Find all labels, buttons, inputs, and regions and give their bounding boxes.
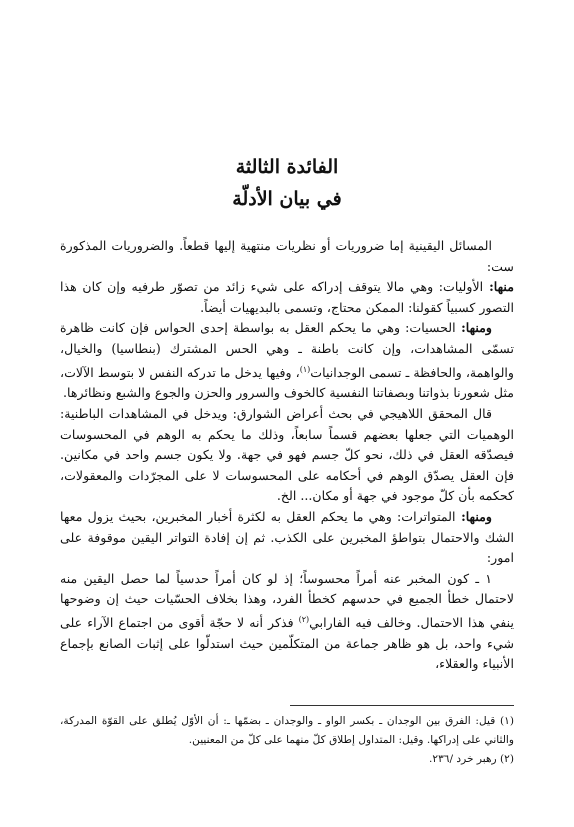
paragraph-intro: المسائل اليقينية إما ضروريات أو نظريات منتهية إليها قطعاً. والضروريات المذكورة ست:	[60, 238, 514, 274]
paragraph-mutawatirat-text: المتواترات: وهي ما يحكم العقل به لكثرة أخبار المخبرين، بحيث يزول معها الشك والاحتمال بتواطؤ المخبرين على الكذب. ثم إن إفادة التواتر اليقين موقوفة على امور:	[60, 508, 514, 566]
paragraph-hissiyat-text: الحسيات: وهي ما يحكم العقل به بواسطة إحدى الحواس فإن كانت ظاهرة تسمّى المشاهدات، وإن كانت باطنة ـ وهي الحس المشترك (بنطاسيا) والخيال، والواهمة، والحافظة ـ تسمى الوجدانيات	[60, 320, 514, 380]
label-wa-minha-2: ومنها:	[455, 508, 492, 524]
section-heading	[0, 152, 574, 214]
footnote-marker-2[interactable]: (٢)	[298, 614, 310, 624]
footnote-divider	[290, 705, 514, 706]
paragraph-condition-1-text: ١ ـ كون المخبر عنه أمراً محسوساً؛ إذ لو كان أمراً حدسياً لما حصل اليقين منه لاحتمال خطأ الجميع في حدسهم كخطأ الفرد، وهذا بخلاف الحسّيات حيث إن وضوحها ينفي هذا الاحتمال. وخالف فيه الفارابي	[60, 570, 514, 631]
footnote-1: (١) قيل: الفرق بين الوجدان ـ بكسر الواو ـ والوجدان ـ بضمّها ـ: أن الأوّل يُطلق على القوّة المدركة، والثاني على إدراكها. وقيل: المتداول إطلاق كلّ منهما على كلّ من المعنيين.	[60, 715, 514, 746]
paragraph-condition-1	[60, 569, 514, 675]
label-wa-minha: ومنها:	[455, 320, 493, 336]
paragraph-condition-1-cont: فذكر أنه لا حجّة أقوى من اجتماع الآراء على شيء واحد، بل هو ظاهر جماعة من المتكلّمين حيث استدلّوا على إثبات الصانع بإجماع الأنبياء والعقلاء،	[60, 615, 514, 672]
footnote-2: (٢) رهبر خرد /٢٣٦.	[429, 753, 514, 765]
footnote-marker-1[interactable]: (١)	[299, 364, 311, 374]
label-minha: منها:	[483, 279, 514, 295]
footnotes	[60, 712, 514, 769]
paragraph-awwaliyat-text: الأوليات: وهي مالا يتوقف إدراكه على شيء زائد من تصوّر طرفيه وإن كان هذا التصور كسبياً كقولنا: الممكن محتاج، وتسمى بالبديهيات أيضاً.	[60, 279, 514, 315]
paragraph-mutawatirat	[60, 507, 514, 569]
body-text	[60, 236, 514, 675]
paragraph-awwaliyat	[60, 277, 514, 318]
section-title: الفائدة الثالثة	[235, 156, 339, 178]
paragraph-hissiyat-text-cont: ، وفيها يدخل ما تدركه النفس لا بتوسط الآلات، مثل شعورنا بذواتنا وبصفاتنا النفسية كالخوف والسرور والحزن والجوع والشبع ونظائرها.	[60, 364, 514, 401]
paragraph-lahiji: قال المحقق اللاهيجي في بحث أعراض الشوارق: ويدخل في المشاهدات الباطنية: الوهميات التي جعلها بعضهم قسماً سابعاً، وذلك ما يحكم به الوهم في المحسوسات فيصدّقه العقل في ذلك، نحو كلّ جسم فهو في جهة. ولا يكون جسم واحد في مكانين. فإن العقل يصدّق الوهم في أحكامه على المحسوسات لا على المجرّدات والمعقولات، كحكمه بأن كلّ موجود في جهة أو مكان... الخ.	[60, 405, 514, 504]
paragraph-hissiyat	[60, 318, 514, 404]
section-subtitle: في بيان الأدلّة	[232, 188, 342, 210]
